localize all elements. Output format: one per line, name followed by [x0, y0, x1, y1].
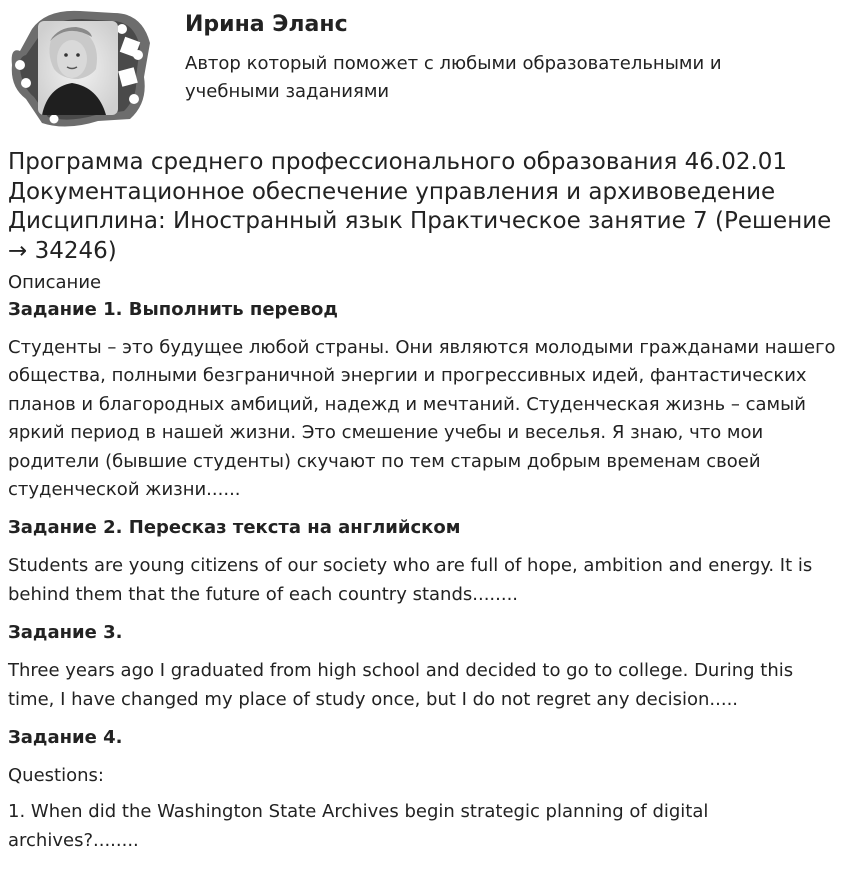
task-2 [8, 514, 840, 609]
task-heading: Задание 2. Пересказ текста на английском [8, 517, 461, 539]
author-name: Ирина Эланс [185, 12, 348, 37]
question-item: 1. When did the Washington State Archives begin strategic planning of digital archives?........ [8, 801, 709, 851]
description-label: Описание [8, 272, 102, 293]
author-header [0, 0, 847, 135]
author-avatar [6, 7, 152, 129]
task-heading: Задание 4. [8, 727, 123, 749]
questions-label: Questions: [8, 765, 104, 787]
document-title: Программа среднего профессионального образования 46.02.01 Документационное обеспечение управления и архивоведение Дисциплина: Иностранный язык Практическое занятие 7 (Решение → 34246) [8, 149, 832, 264]
task-paragraph: Three years ago I graduated from high school and decided to go to college. During this time, I have changed my place of study once, but I do not regret any decision..... [8, 660, 794, 710]
task-heading: Задание 1. Выполнить перевод [8, 299, 338, 320]
task-4 [8, 724, 840, 855]
task-paragraph: Студенты – это будущее любой страны. Они являются молодыми гражданами нашего общества, полными безграничной энергии и прогрессивных идей, фантастических планов и благородных амбиций, надежд и мечтаний. Студенческая жизнь – самый яркий период в нашей жизни. Это смешение учебы и веселья. Я знаю, что мои родители (бывшие студенты) скучают по тем старым добрым временам своей студенческой жизни...... [8, 337, 836, 501]
document-body [8, 148, 840, 865]
author-description: Автор который поможет с любыми образовательными и учебными заданиями [185, 53, 722, 102]
task-heading: Задание 3. [8, 622, 123, 644]
task-3 [8, 619, 840, 714]
task-1 [8, 296, 840, 504]
task-paragraph: Students are young citizens of our society who are full of hope, ambition and energy. It is behind them that the future of each country stands........ [8, 555, 813, 605]
